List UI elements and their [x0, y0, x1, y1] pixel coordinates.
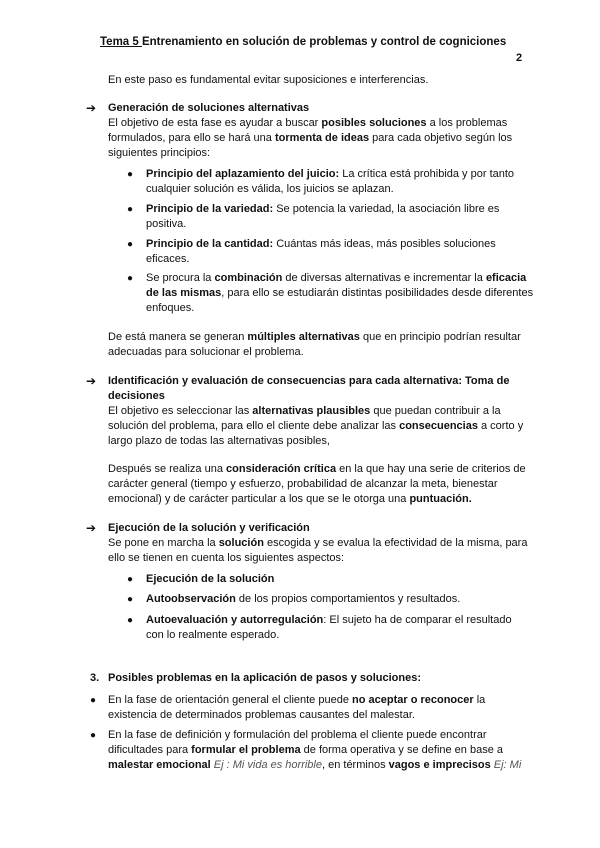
page-header	[100, 36, 520, 48]
arrow-icon: ➔	[86, 521, 97, 535]
list-item: Principio de la cantidad: Cuántas más ideas, más posibles soluciones eficaces.	[146, 238, 496, 265]
bullet-icon: ●	[90, 695, 97, 706]
paragraph: Después se realiza una consideración crítica en la que hay una serie de criterios de carácter general (tiempo y esfuerzo, probabilidad de alcanzar la meta, bienestar emocional) y de carácter particular a los que se le otorga una puntuación.	[108, 463, 526, 505]
bullet-icon: ●	[127, 574, 134, 585]
bullet-icon: ●	[127, 239, 134, 250]
intro-paragraph: En este paso es fundamental evitar suposiciones e interferencias.	[108, 74, 429, 86]
bullet-icon: ●	[127, 204, 134, 215]
bullet-icon: ●	[127, 615, 134, 626]
tema-label: Tema 5	[100, 36, 142, 48]
section-title: Identificación y evaluación de consecuencias para cada alternativa: Toma de decisiones	[108, 375, 510, 402]
list-item: Ejecución de la solución	[146, 573, 275, 585]
list-item: Principio de la variedad: Se potencia la variedad, la asociación libre es positiva.	[146, 203, 500, 230]
list-item: Se procura la combinación de diversas alternativas e incrementar la eficacia de las mismas, para ello se estudiarán distintas posibilidades desde diferentes enfoques.	[146, 272, 534, 314]
paragraph: De está manera se generan múltiples alternativas que en principio podrían resultar adecuadas para solucionar el problema.	[108, 331, 521, 358]
bullet-icon: ●	[90, 730, 97, 741]
section-title: Ejecución de la solución y verificación	[108, 522, 310, 534]
arrow-icon: ➔	[86, 101, 97, 115]
bullet-icon: ●	[127, 594, 134, 605]
list-item: En la fase de definición y formulación del problema el cliente puede encontrar dificultades para formular el problema de forma operativa y se define en base a malestar emocional Ej : Mi vida es horrible, en términos vagos e imprecisos Ej: Mi	[108, 729, 522, 771]
header-title: Entrenamiento en solución de problemas y control de cogniciones	[141, 36, 507, 48]
bullet-icon: ●	[127, 273, 134, 284]
arrow-icon: ➔	[86, 374, 97, 388]
page-number: 2	[516, 52, 523, 64]
list-item: Principio del aplazamiento del juicio: La crítica está prohibida y por tanto cualquier solución es válida, los juicios se aplazan.	[146, 168, 515, 195]
list-item: Autoobservación de los propios comportamientos y resultados.	[146, 593, 461, 605]
section-evaluacion: Identificación y evaluación de consecuencias para cada alternativa: Toma de decisiones El objetivo es seleccionar las alternativas plausibles que puedan contribuir a la solución del problema, para ello el cliente debe analizar las consecuencias a corto y largo plazo de todas las alternativas posibles,	[108, 375, 524, 447]
bullet-icon: ●	[127, 169, 134, 180]
section-title: Generación de soluciones alternativas	[108, 102, 310, 114]
section-ejecucion: Ejecución de la solución y verificación Se pone en marcha la solución escogida y se evalua la efectividad de la misma, para ello se tienen en cuenta los siguientes aspectos:	[108, 522, 528, 564]
section-problemas	[108, 671, 534, 686]
section-generacion: Generación de soluciones alternativas El objetivo de esta fase es ayudar a buscar posibles soluciones a los problemas formulados, para ello se hará una tormenta de ideas para cada objetivo según los siguientes principios:	[108, 102, 513, 159]
section-title: Posibles problemas en la aplicación de pasos y soluciones:	[108, 672, 421, 684]
list-item: En la fase de orientación general el cliente puede no aceptar o reconocer la existencia de determinados problemas causantes del malestar.	[108, 694, 486, 721]
list-item: Autoevaluación y autorregulación: El sujeto ha de comparar el resultado con lo realmente esperado.	[146, 614, 512, 641]
section-number: 3.	[90, 672, 100, 684]
